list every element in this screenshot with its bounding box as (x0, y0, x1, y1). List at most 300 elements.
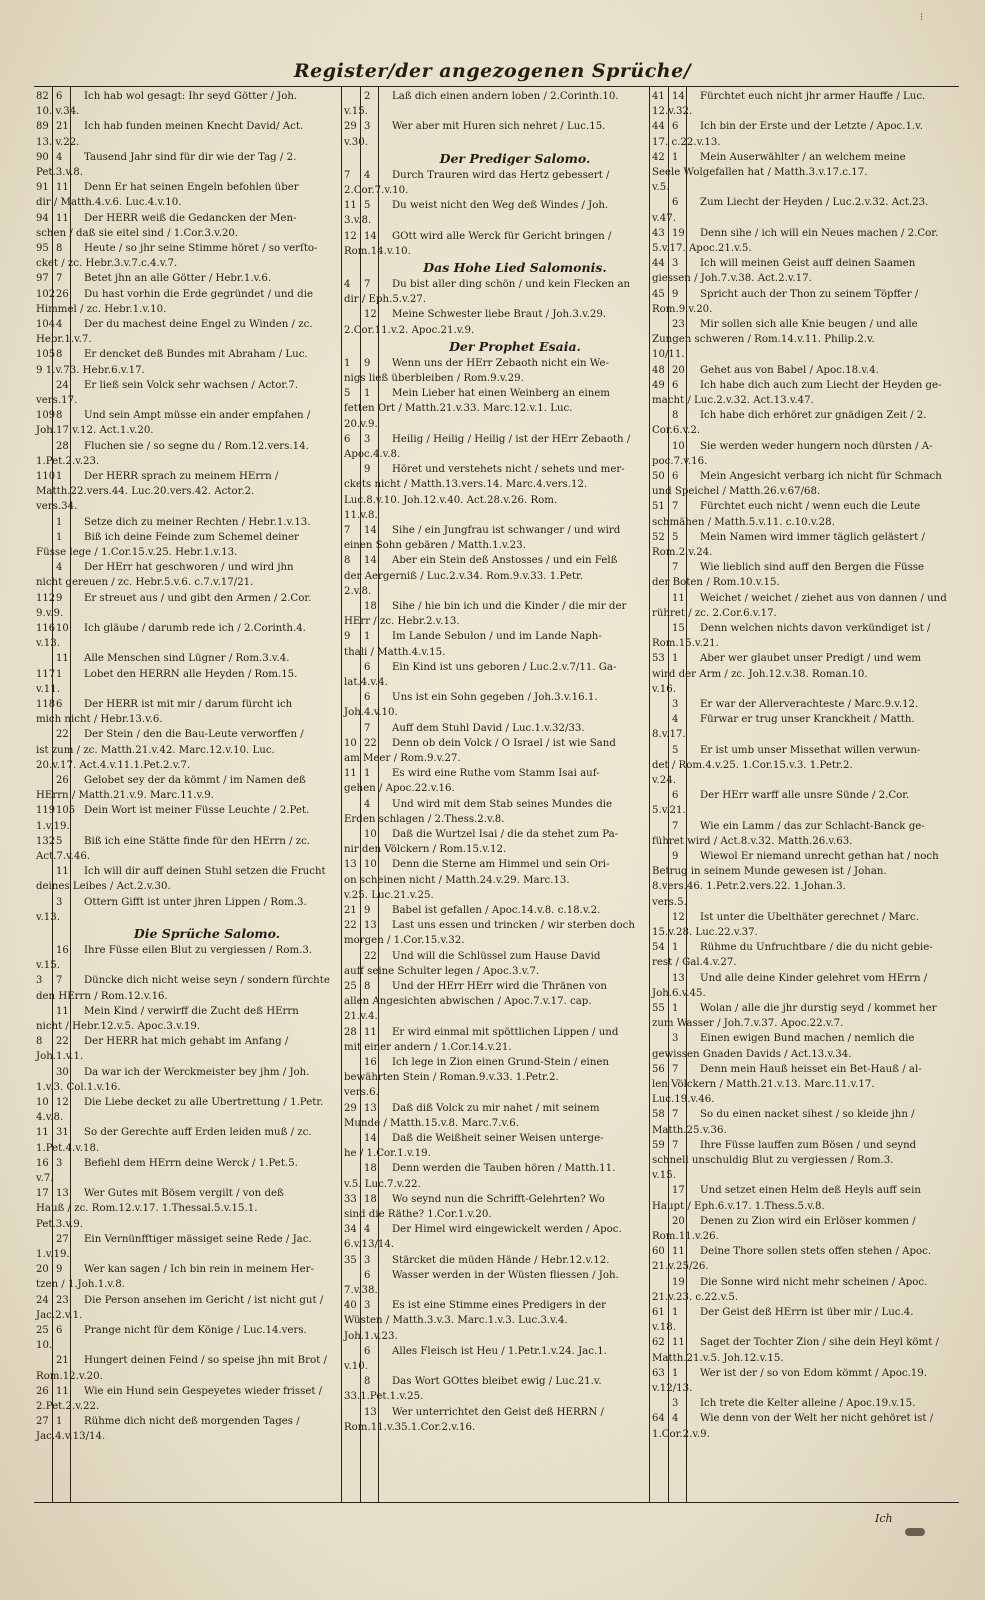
entry-line: Der du machest deine Engel zu Winden / zc. (84, 319, 313, 330)
entry-line: v.15. (344, 106, 368, 118)
entry-line: Seele Wolgefallen hat / Matth.3.v.17.c.17. (652, 167, 868, 178)
entry-line: wird der Arm / zc. Joh.12.v.38. Roman.10. (652, 668, 868, 680)
entry-line: Ich bin der Erste und der Letzte / Apoc.1.v. (700, 121, 923, 133)
verse-number: 13 (364, 1102, 377, 1114)
verse-number: 9 (364, 357, 371, 369)
entry-line: Zum Liecht der Heyden / Luc.2.v.32. Act.23. (700, 197, 929, 209)
entry-line: So der Gerechte auff Erden leiden muß / zc. (84, 1127, 312, 1139)
register-entry (34, 667, 340, 697)
register-entry (34, 1095, 340, 1125)
verse-number: 16 (56, 945, 69, 956)
entry-line: Er ist umb unser Missethat willen verwun- (700, 744, 921, 756)
entry-line: Rom.11.v.26. (652, 1231, 719, 1242)
entry-line: der Aergerniß / Luc.2.v.34. Rom.9.v.33. 1.Petr. (344, 570, 583, 582)
entry-line: v.13. (36, 638, 60, 650)
entry-line: Biß ich deine Feinde zum Schemel deiner (84, 531, 299, 543)
entry-line: nigs ließ überbleiben / Rom.9.v.29. (344, 373, 524, 384)
entry-line: Gehet aus von Babel / Apoc.18.v.4. (700, 364, 879, 376)
verse-number: 8 (56, 349, 63, 361)
entry-line: cket / zc. Hebr.3.v.7.c.4.v.7. (36, 258, 178, 270)
register-entry (34, 973, 340, 1003)
entry-line: GOtt wird alle Werck für Gericht bringen / (392, 230, 612, 242)
entry-text (700, 1396, 957, 1411)
chapter-number: 59 (652, 1139, 665, 1151)
entry-line: 2.Pet.2.v.22. (36, 1401, 100, 1412)
verse-number: 14 (364, 230, 377, 242)
chapter-number: 43 (652, 227, 665, 239)
chapter-number: 49 (652, 379, 665, 391)
entry-line: gewissen Gnaden Davids / Act.13.v.34. (652, 1048, 852, 1060)
verse-number: 4 (56, 151, 63, 163)
entry-text (700, 697, 957, 712)
entry-line: Ich will meinen Geist auff deinen Saamen (700, 258, 916, 270)
chapter-number: 60 (652, 1246, 665, 1258)
register-entry (650, 971, 959, 1001)
chapter-number: 132 (36, 835, 56, 847)
entry-line: 9 1.v.73. Hebr.6.v.17. (36, 364, 145, 376)
register-entry (34, 150, 340, 180)
register-entry (650, 317, 959, 363)
chapter-number: 112 (36, 592, 56, 604)
chapter-number: 10 (36, 1097, 49, 1108)
verse-number: 5 (672, 744, 679, 756)
verse-number: 22 (56, 1036, 69, 1048)
verse-number: 9 (56, 1264, 63, 1276)
entry-line: Hungert deinen Feind / so speise jhn mit Brot / (84, 1355, 327, 1367)
entry-line: Wer ist der / so von Edom kömmt / Apoc.19. (700, 1367, 927, 1379)
entry-line: Hauß / zc. Rom.12.v.17. 1.Thessal.5.v.15.1. (36, 1203, 258, 1215)
entry-line: Denn ob dein Volck / O Israel / ist wie Sand (392, 737, 616, 749)
verse-number: 18 (364, 601, 377, 612)
entry-line: Wie lieblich sind auff den Bergen die Füsse (700, 562, 925, 574)
entry-line: he / 1.Cor.1.v.19. (344, 1148, 431, 1160)
register-entry (34, 408, 340, 438)
register-entry (650, 743, 959, 789)
entry-line: am Meer / Rom.9.v.27. (344, 753, 461, 764)
verse-number: 2 (364, 91, 371, 102)
entry-line: Denn die Sterne am Himmel und sein Ori- (392, 859, 610, 871)
verse-number: 1 (672, 1367, 679, 1379)
chapter-number: 27 (36, 1416, 49, 1428)
verse-number: 12 (56, 1097, 69, 1108)
entry-line: Der Stein / den die Bau-Leute verworffen / (84, 729, 304, 741)
chapter-number: 12 (344, 230, 357, 242)
register-entry (342, 797, 648, 827)
entry-line: Deine Thore sollen stets offen stehen / Apoc. (700, 1246, 932, 1258)
entry-line: Haupt / Eph.6.v.17. 1.Thess.5.v.8. (652, 1200, 825, 1212)
chapter-number: 20 (36, 1264, 49, 1276)
register-entry (650, 1244, 959, 1274)
entry-line: v.5. (652, 182, 670, 194)
register-entry (650, 1001, 959, 1031)
entry-line: Wie ein Hund sein Gespeyetes wieder frisset / (84, 1385, 323, 1397)
verse-number: 7 (672, 562, 679, 574)
catchword: Ich (875, 1512, 893, 1525)
chapter-number: 48 (652, 364, 665, 376)
verse-number: 11 (56, 1385, 69, 1397)
verse-number: 13 (672, 972, 685, 984)
register-entry (650, 1305, 959, 1335)
register-entry (34, 1232, 340, 1262)
entry-line: 21.v.25/26. (652, 1261, 709, 1273)
entry-line: Durch Trauren wird das Hertz gebessert / (392, 169, 610, 181)
entry-line: Luc.19.v.46. (652, 1094, 715, 1106)
entry-line: v.7. (36, 1173, 54, 1184)
entry-line: Himmel / zc. Hebr.1.v.10. (36, 303, 167, 315)
entry-line: Aber ein Stein deß Anstosses / und ein Felß (392, 555, 618, 567)
verse-number: 7 (364, 279, 371, 290)
verse-number: 6 (672, 121, 679, 133)
entry-line: Rühme dich nicht deß morgenden Tages / (84, 1416, 300, 1428)
verse-number: 10 (56, 623, 69, 634)
entry-line: Saget der Tochter Zion / sihe dein Heyl kömt / (700, 1337, 939, 1349)
entry-line: Ich lege in Zion einen Grund-Stein / einen (392, 1057, 609, 1068)
entry-line: ist zum / zc. Matth.21.v.42. Marc.12.v.10. Luc. (36, 744, 275, 756)
entry-line: Höret und verstehets nicht / sehets und mer- (392, 464, 625, 476)
entry-line: Rom.12.v.20. (36, 1370, 103, 1382)
entry-text (652, 743, 957, 789)
entry-text (344, 1344, 646, 1374)
register-column-2 (342, 87, 648, 1502)
entry-text (344, 168, 646, 198)
register-entry (342, 660, 648, 690)
chapter-number: 61 (652, 1307, 665, 1318)
entry-line: HErr / zc. Hebr.2.v.13. (344, 616, 460, 628)
verse-number: 20 (672, 1215, 685, 1227)
chapter-number: 118 (36, 699, 56, 710)
entry-line: Matth.22.vers.44. Luc.20.vers.42. Actor.2. (36, 486, 255, 498)
entry-line: Denn mein Hauß heisset ein Bet-Hauß / al- (700, 1063, 922, 1075)
entry-line: 5.v.21. (652, 805, 686, 817)
entry-line: Joh.1.v.23. (344, 1330, 398, 1342)
entry-line: Mir sollen sich alle Knie beugen / und alle (700, 319, 918, 330)
register-entry (342, 827, 648, 857)
entry-line: Zungen schweren / Rom.14.v.11. Philip.2.v. (652, 334, 875, 346)
register-entry (650, 849, 959, 910)
entry-line: Prange nicht für dem Könige / Luc.14.vers. (84, 1325, 307, 1336)
entry-line: Babel ist gefallen / Apoc.14.v.8. c.18.v.2. (392, 905, 601, 916)
verse-number: 3 (364, 1300, 371, 1312)
register-entry (650, 910, 959, 940)
register-entry (342, 1374, 648, 1404)
register-entry (650, 1275, 959, 1305)
register-entry (34, 560, 340, 590)
entry-line: Und will die Schlüssel zum Hause David (392, 950, 601, 962)
register-entry (342, 1101, 648, 1131)
register-entry (650, 1183, 959, 1213)
entry-line: Wer aber mit Huren sich nehret / Luc.15. (392, 121, 606, 133)
verse-number: 28 (56, 440, 69, 452)
verse-number: 24 (56, 379, 69, 391)
verse-number: 23 (56, 1294, 69, 1306)
chapter-number: 41 (652, 91, 665, 102)
verse-number: 14 (672, 91, 685, 102)
entry-line: Jac.2.v.1. (36, 1309, 83, 1321)
chapter-number: 105 (36, 349, 56, 361)
register-entry (650, 226, 959, 256)
register-entry (342, 356, 648, 386)
entry-line: v.18. (652, 1322, 676, 1334)
verse-number: 1 (56, 516, 63, 528)
entry-line: Last uns essen und trincken / wir sterben doch (392, 920, 635, 932)
entry-line: Dein Wort ist meiner Füsse Leuchte / 2.Pet. (84, 805, 310, 817)
chapter-number: 22 (344, 920, 357, 932)
entry-text (344, 1374, 646, 1404)
verse-number: 1 (364, 388, 371, 400)
entry-line: Sihe / ein Jungfrau ist schwanger / und wird (392, 525, 621, 536)
section-heading: Der Prediger Salomo. (439, 150, 591, 166)
entry-line: Hebr.1.v.7. (36, 334, 92, 346)
register-entry (34, 727, 340, 773)
verse-number: 3 (364, 433, 371, 445)
verse-number: 11 (364, 1026, 377, 1038)
entry-line: Wüsten / Matth.3.v.3. Marc.1.v.3. Luc.3.v.4. (344, 1315, 568, 1327)
register-entry (650, 439, 959, 469)
verse-number: 105 (56, 805, 76, 817)
verse-number: 1 (672, 151, 679, 163)
chapter-number: 58 (652, 1109, 665, 1121)
entry-line: Meine Schwester liebe Braut / Joh.3.v.29. (392, 309, 607, 321)
entry-line: Denn werden die Tauben hören / Matth.11. (392, 1163, 616, 1175)
register-entry (342, 949, 648, 979)
register-entry (650, 1214, 959, 1244)
entry-line: Erden schlagen / 2.Thess.2.v.8. (344, 813, 505, 825)
chapter-number: 44 (652, 121, 665, 133)
entry-line: Rom.14.v.10. (344, 245, 411, 257)
register-entry (342, 1025, 648, 1055)
entry-line: Mein Auserwählter / an welchem meine (700, 151, 906, 163)
verse-number: 8 (364, 1376, 371, 1388)
entry-line: Du weist nicht den Weg deß Windes / Joh. (392, 200, 609, 212)
register-entry (650, 1138, 959, 1184)
entry-line: Alles Fleisch ist Heu / 1.Petr.1.v.24. Jac.1. (392, 1345, 607, 1357)
verse-number: 3 (672, 699, 679, 710)
entry-line: Rühme du Unfruchtbare / die du nicht gebie- (700, 942, 933, 954)
verse-number: 9 (364, 464, 371, 476)
verse-number: 6 (364, 1269, 371, 1281)
entry-line: Wo seynd nun die Schrifft-Gelehrten? Wo (392, 1193, 605, 1205)
chapter-number: 3 (36, 975, 43, 987)
entry-line: Gelobet sey der da kömmt / im Namen deß (84, 775, 306, 786)
entry-line: 6.v.13/14. (344, 1239, 395, 1251)
entry-line: Denn Er hat seinen Engeln befohlen über (84, 182, 299, 194)
entry-line: Die Liebe decket zu alle Ubertrettung / 1.Petr. (84, 1097, 324, 1108)
register-entry (34, 1156, 340, 1186)
chapter-number: 117 (36, 668, 56, 680)
entry-line: Betet jhn an alle Götter / Hebr.1.v.6. (84, 273, 272, 285)
chapter-number: 91 (36, 182, 49, 194)
verse-number: 7 (56, 975, 63, 987)
chapter-number: 64 (652, 1413, 665, 1425)
verse-number: 5 (56, 835, 63, 847)
register-entry (650, 651, 959, 697)
verse-number: 20 (672, 364, 685, 376)
chapter-number: 95 (36, 243, 49, 254)
chapter-number: 6 (344, 433, 351, 445)
entry-line: Joh.1.v.1. (36, 1051, 84, 1063)
entry-line: nicht gereuen / zc. Hebr.5.v.6. c.7.v.17/21. (36, 577, 254, 589)
entry-line: rest / Gal.4.v.27. (652, 957, 737, 969)
entry-line: Ich hab funden meinen Knecht David/ Act. (84, 121, 304, 133)
chapter-number: 25 (36, 1325, 49, 1336)
entry-line: Ich habe dich erhöret zur gnädigen Zeit / 2. (700, 410, 927, 422)
chapter-number: 24 (36, 1294, 49, 1306)
register-entry (342, 462, 648, 523)
entry-text (652, 1183, 957, 1213)
register-entry (34, 943, 340, 973)
register-entry (342, 1131, 648, 1161)
entry-line: Rom.2.v.24. (652, 547, 713, 558)
entry-line: Lobet den HERRN alle Heyden / Rom.15. (84, 668, 298, 680)
entry-line: vers.5. (652, 896, 687, 908)
entry-line: Der HERR sprach zu meinem HErrn / (84, 471, 279, 482)
register-entry (650, 150, 959, 196)
register-entry (34, 1186, 340, 1232)
register-entry (34, 864, 340, 894)
entry-line: Daß die Weißheit seiner Weisen unterge- (392, 1133, 604, 1144)
register-entry (34, 697, 340, 727)
verse-number: 10 (364, 859, 377, 871)
entry-line: Mein Namen wird immer täglich gelästert / (700, 531, 925, 543)
register-entry (650, 1107, 959, 1137)
entry-line: auff seine Schulter legen / Apoc.3.v.7. (344, 965, 540, 977)
entry-line: Und alle deine Kinder gelehret vom HErrn / (700, 972, 928, 984)
verse-number: 8 (56, 243, 63, 254)
register-entry (34, 1293, 340, 1323)
entry-line: Der HERR ist mit mir / darum fürcht ich (84, 699, 293, 710)
register-entry (342, 119, 648, 149)
entry-line: Heilig / Heilig / Heilig / ist der HErr Zebaoth / (392, 433, 631, 445)
entry-line: Der HErr hat geschworen / und wird jhn (84, 562, 294, 574)
register-entry (650, 119, 959, 149)
entry-line: v.16. (652, 683, 676, 695)
verse-number: 22 (56, 729, 69, 741)
entry-line: Düncke dich nicht weise seyn / sondern fürchte (84, 975, 330, 987)
verse-number: 21 (56, 121, 69, 133)
page-title: Register/der angezogenen Sprüche/ (293, 60, 692, 82)
entry-line: Denen zu Zion wird ein Erlöser kommen / (700, 1215, 916, 1227)
entry-line: 9.v.9. (36, 607, 64, 619)
chapter-number: 62 (652, 1337, 665, 1349)
register-entry (34, 271, 340, 286)
entry-line: der Boten / Rom.10.v.15. (652, 577, 780, 589)
entry-line: Die Person ansehen im Gericht / ist nicht gut / (84, 1294, 324, 1306)
entry-line: macht / Luc.2.v.32. Act.13.v.47. (652, 395, 814, 406)
entry-line: 1.Cor.2.v.9. (652, 1428, 710, 1440)
entry-line: Wasser werden in der Wüsten fliessen / Joh. (392, 1269, 619, 1281)
entry-line: v.13. (36, 911, 60, 923)
chapter-number: 102 (36, 288, 56, 300)
register-entry (34, 1065, 340, 1095)
entry-line: Er streuet aus / und gibt den Armen / 2.Cor. (84, 592, 312, 604)
entry-line: 1.Pet.2.v.23. (36, 455, 100, 467)
ink-stain (905, 1528, 925, 1536)
verse-number: 6 (56, 91, 63, 102)
verse-number: 4 (56, 319, 63, 330)
register-entry (650, 1335, 959, 1365)
register-entry (650, 408, 959, 438)
verse-number: 10 (672, 440, 685, 452)
chapter-number: 1 (344, 357, 351, 369)
entry-line: vers.34. (36, 501, 78, 513)
chapter-number: 82 (36, 91, 49, 102)
entry-line: Pet.3.v.9. (36, 1218, 83, 1230)
entry-line: zum Wasser / Joh.7.v.37. Apoc.22.v.7. (652, 1018, 844, 1030)
register-entry (34, 211, 340, 241)
chapter-number: 7 (344, 169, 351, 181)
entry-text (344, 629, 646, 659)
entry-line: Alle Menschen sind Lügner / Rom.3.v.4. (84, 653, 290, 665)
entry-text (84, 651, 338, 666)
verse-number: 31 (56, 1127, 69, 1139)
chapter-number: 8 (344, 555, 351, 567)
verse-number: 13 (56, 1188, 69, 1200)
entry-line: giessen / Joh.7.v.38. Act.2.v.17. (652, 273, 812, 285)
entry-text (652, 560, 957, 590)
entry-line: 2.v.8. (344, 585, 372, 597)
entry-line: v.11. (36, 683, 60, 695)
verse-number: 9 (672, 851, 679, 862)
entry-line: 2.Cor.11.v.2. Apoc.21.v.9. (344, 324, 475, 336)
chapter-number: 21 (344, 905, 357, 916)
verse-number: 4 (364, 798, 371, 810)
chapter-number: 5 (344, 388, 351, 400)
register-entry (342, 903, 648, 918)
entry-line: v.15. (36, 960, 60, 972)
register-column-3 (650, 87, 959, 1502)
verse-number: 11 (56, 1005, 69, 1017)
entry-line: Weichet / weichet / ziehet aus von dannen / und (700, 592, 947, 604)
entry-line: Joh.6.v.45. (652, 987, 706, 999)
register-entry (34, 773, 340, 803)
register-column-1 (34, 87, 340, 1502)
entry-line: Tausend Jahr sind für dir wie der Tag / 2. (84, 151, 297, 163)
chapter-number: 11 (36, 1127, 49, 1139)
entry-line: Du bist aller ding schön / und kein Flecken an (392, 279, 631, 290)
register-entry (34, 287, 340, 317)
chapter-number: 40 (344, 1300, 357, 1312)
register-entry (650, 712, 959, 742)
entry-text (652, 712, 957, 742)
entry-line: 21.v.4. (344, 1011, 378, 1023)
entry-line: v.30. (344, 136, 368, 148)
verse-number: 11 (56, 653, 69, 665)
entry-line: 1.Pet.4.v.18. (36, 1142, 100, 1154)
chapter-number: 55 (652, 1003, 665, 1014)
entry-line: Der HERR hat mich gehabt im Anfang / (84, 1036, 289, 1048)
verse-number: 5 (672, 531, 679, 543)
entry-line: Ich habe dich auch zum Liecht der Heyden ge- (700, 379, 942, 391)
entry-line: Der Himel wird eingewickelt werden / Apoc. (392, 1224, 622, 1236)
verse-number: 5 (364, 200, 371, 212)
entry-line: v.47. (652, 212, 676, 224)
entry-line: Spricht auch der Thon zu seinem Töpffer / (700, 288, 919, 300)
register-entry (650, 530, 959, 560)
verse-number: 4 (56, 562, 63, 574)
entry-text (344, 356, 646, 386)
entry-line: 20.v.9. (344, 418, 378, 430)
verse-number: 19 (672, 227, 685, 239)
register-entry (34, 621, 340, 651)
verse-number: 1 (672, 1003, 679, 1014)
register-entry (34, 591, 340, 621)
chapter-number: 109 (36, 410, 56, 422)
chapter-number: 119 (36, 805, 56, 817)
entry-text (344, 432, 646, 462)
verse-number: 11 (672, 1246, 685, 1258)
verse-number: 27 (56, 1233, 69, 1245)
chapter-number: 10 (344, 737, 357, 749)
